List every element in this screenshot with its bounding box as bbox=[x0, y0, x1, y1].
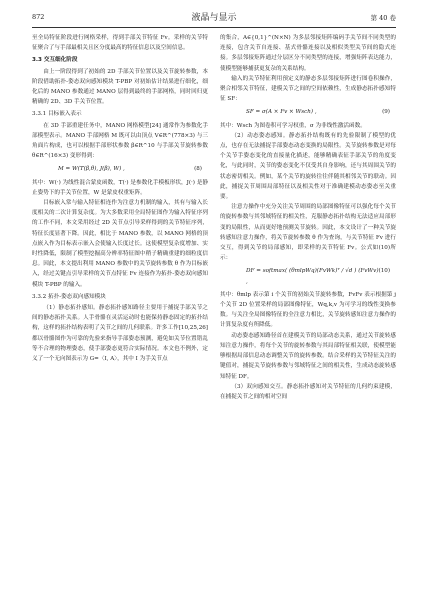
equation-number: (10) bbox=[378, 268, 390, 275]
paragraph: 在 3D 手部重建任务中，MANO 网格模型[24] 通常作为参数化手部模型表示。MANO 手部网格 M 既可以由顶点 V∈R^(778×3) 与三角面片构成，也可以根据手部形状参数 β∈R^10 与手部关节旋转参数 θ∈R^(16×3) 变形得到： bbox=[32, 122, 208, 160]
paragraph: 的集合，A∈{0,1}^(N×N) 为多层邻接矩阵编码手关节间不同类型的连接，包含关节自连接、基式骨骼连接以及相似类型关节间的隐式连接。多层邻接矩阵通过分层区分不同类型的连接，增强矩阵表达能力，使模型能够捕获更复杂的关系结构。 bbox=[220, 35, 396, 72]
paragraph: 注意力操作中充分关注关节周围的局部图像特征可以强化每个关节的旋转参数与其邻域特征的相关性，克服静态拓扑结构无法适应局部形变的局限性，从而更好地预测关节旋转。因此，本文设计了一种关节旋转感知注意力操作，将关节旋转参数 θ 作为查询，与关节特征 Fv 进行交互，得到关节的局部感知，即采样的关节特征 Fv。公式如(10)所示： bbox=[220, 204, 396, 262]
equation-body: DF = softmax( (θmlpWq)(FvWk)ᵀ / √d ) (FvWv) , bbox=[246, 268, 379, 285]
left-column bbox=[32, 33, 208, 364]
equation-8 bbox=[32, 161, 208, 177]
paragraph: 其中：θmlp 表示第 i 个关节的初始关节旋转参数，FvFv 表示根据第 j 个关节 2D 位置采样的局部图像特征，Wq,k,v 为可学习的线性变换参数。与关注全局图像特征的全注意力相比，关节旋转感知注意力操作的计算复杂度有所降低。 bbox=[220, 291, 396, 329]
equation-10 bbox=[220, 263, 396, 289]
section-heading: 3.3 交互细化阶段 bbox=[32, 57, 78, 64]
equation-9 bbox=[220, 104, 396, 120]
journal-title: 液晶与显示 bbox=[191, 13, 237, 23]
right-column bbox=[220, 33, 396, 402]
subsection-heading: 3.3.1 目标嵌入表示 bbox=[32, 111, 82, 118]
paragraph: 由上一阶段得到了初始的 2D 手部关节位置以及关节旋转参数，本阶段借助拓扑-姿态双向感知模块 T-PBP 对初始估计结果进行细化，细化后的 MANO 参数通过 MANO 层得到最终的手部网格，同时回归更精确的 2D、3D 手关节位置。 bbox=[32, 68, 208, 106]
header-rule bbox=[32, 27, 396, 28]
paragraph: 输入的关节特征利用预定义的静态多层邻接矩阵进行图卷积操作，聚合相邻关节特征，建模关节之间的空间依赖性，生成静态拓扑感知特征 SF： bbox=[220, 75, 396, 103]
paragraph: 其中：Wsch 为图卷积可学习权重，σ 为非线性激活函数。 bbox=[220, 122, 366, 129]
paragraph: 目标嵌入常与输入特征相连作为注意力机制的输入，其有与输入长度相关的二次计算复杂度。为大多数采用全局特征图作为输入特征序列的工作不同，本文采用经过 2D 关节点引导采样得到的关节特征序列，特征长度显著下降。因此，相比于 MANO 参数，以 MANO 网格的顶点嵌入作为目标表示嵌入会使输入长度过长。这使模型复杂度增加、实时性降低，限制了模型挖掘高分辨率特征图中稍子精确重建的细粒度信息。因此，本文提出利用 MANO 参数中的关节旋转参数 θ 作为目标嵌入，经过关键点引导采样的关节点特征 Fv 连接作为拓扑-姿态双向感知模块 T-PBP 的输入。 bbox=[32, 200, 208, 288]
paragraph: 至全局特征阶段进行网格采样，得到手部关节特征 Fv。采样的关节特征聚合了与手部最相关且区分度最高的特征信息以及空间信息。 bbox=[32, 35, 208, 52]
subsection-heading: 3.3.2 拓扑-姿态双向感知模块 bbox=[32, 293, 106, 300]
paragraph: 动态姿态感知路径首在建模关节的局部动态关系，通过关节旋转感知注意力操作，将每个关节的旋转参数与其局部特征相关联，使模型能够根据局部信息动态调整关节的旋转参数。结合采样的关节特征关注的键值对，捕捉关节旋转参数与邻域特征之间的相关性，生成动态旋转感知特征 DF。 bbox=[220, 332, 396, 380]
page-header bbox=[32, 10, 396, 24]
page-number: 872 bbox=[32, 13, 45, 21]
equation-body: SF = σ(A × Fv × Wsch) , bbox=[246, 109, 317, 116]
paragraph: （2）动态姿态感知。静态拓扑结构既有的先验限制了模型的优点，也存在无法捕捉手部姿态动态变换的局限性。关节旋转参数是对每个关节手姿态变化的直接量化描述，能够精确表征手部关节的角度变化，与此同时，关节的姿态变化不仅受其自身影响，还与其周围关节的状态密切相关。例如，某个关节的旋转往往伴随其相邻关节的联动。因此，捕捉关节周围局部特征以及相关性对于准确建模动态姿态至关重要。 bbox=[220, 132, 396, 201]
paragraph: （1）静态拓扑感知。静态拓扑感知路径主要用于捕捉手部关节之间的静态拓扑关系。人手骨骼在灵活运动时也能保持静态固定的拓扑结构，这样的拓扑结构表明了关节之间的几何联系。许多工作[10,25,26] 都以骨骼图作为可靠的先验来指导手部姿态预测，避免如关节位置错乱等不合理的物理姿态，使手部姿态更符合实际情况。本文也不例外，定义了一个无向图表示为 G=〈I, A〉，其中 I 为手关节点 bbox=[32, 305, 208, 363]
paragraph: 其中：W(·) 为线性混合蒙皮函数，T(·) 是参数化手模板形状，J(·) 是静止姿势下的手关节位置，W 是蒙皮权重矩阵。 bbox=[32, 179, 208, 196]
equation-number: (8) bbox=[194, 166, 202, 173]
equation-number: (9) bbox=[382, 109, 390, 116]
equation-body: M = W(T(β,θ), J(β), W) , bbox=[58, 166, 125, 173]
paragraph: （3）双向感知交互。静态拓扑感知对关节特征的几何约束建模，在捕捉关节之间的相对空间 bbox=[220, 383, 396, 400]
volume-label: 第 40 卷 bbox=[370, 14, 396, 22]
